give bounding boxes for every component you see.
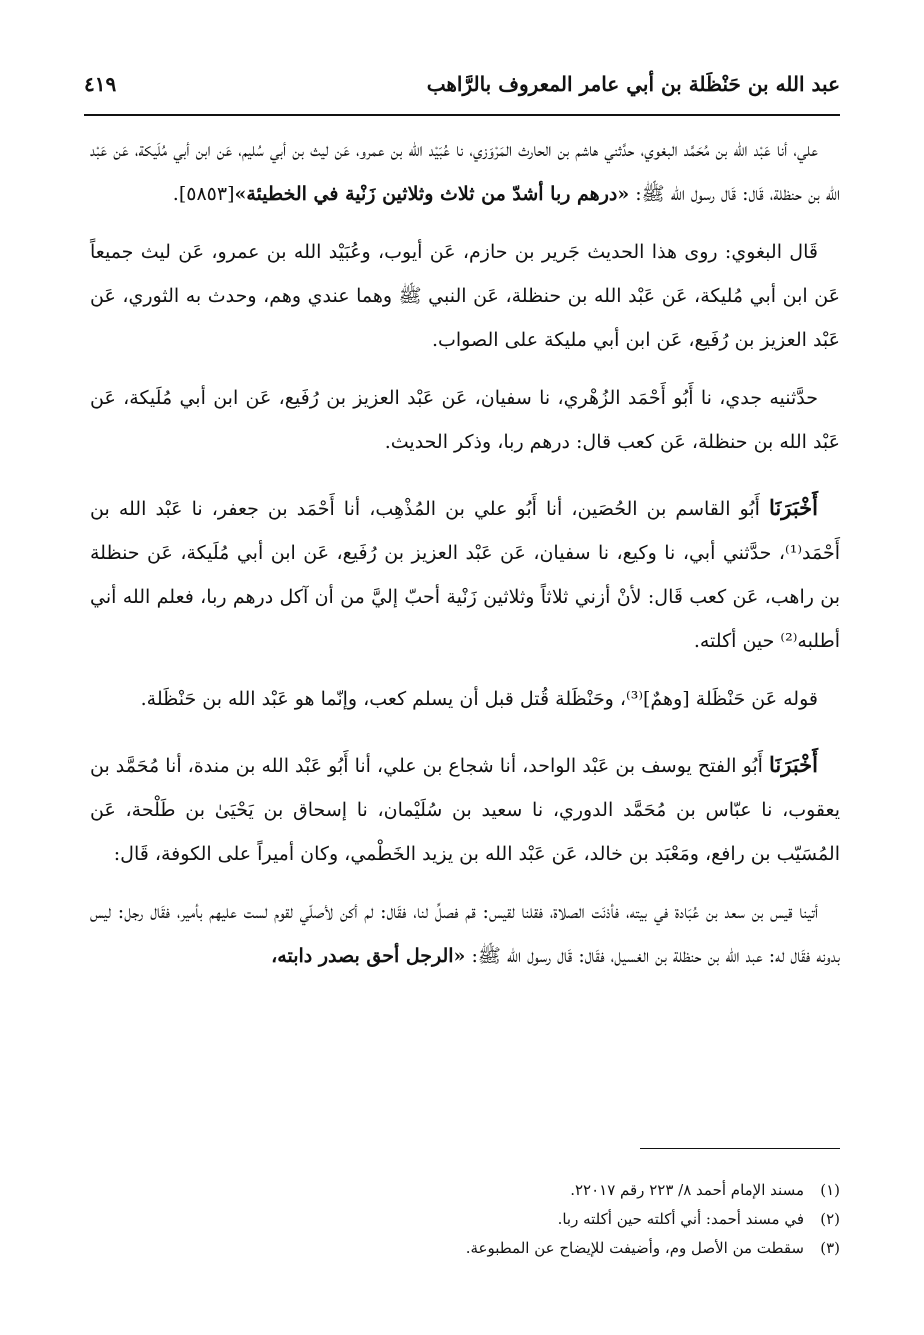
paragraph-2 [90,230,840,362]
footnote-number: (١) [820,1181,840,1199]
paragraph-text: أَبُو القاسم بن الحُصَين، أنا أَبُو علي بن المُذْهِب، أنا أَحْمَد بن جعفر، نا عَبْد الله بن أَحْمَد⁽¹⁾، حدَّثني أبي، نا وكيع، نا سفيان، عَن عَبْد العزيز بن رُفَيع، عَن ابن أبي مُلَيكة، عَن حنظلة بن راهب، عَن كعب قَال: لأنْ أزني ثلاثاً وثلاثين زَنْية أحبّ إليَّ من أن آكل درهم ربا، فعلم الله أني أطلبه⁽²⁾ حين أكلته. [90,498,840,652]
footnote-text: مسند الإمام أحمد ٨/ ٢٢٣ رقم ٢٢٠١٧. [570,1181,804,1199]
footnote-1 [90,1176,840,1205]
paragraph-6 [90,743,840,876]
akhbarana-lead: أَخْبَرَنَا [769,495,818,520]
paragraph-text: حدَّثنيه جدي، نا أَبُو أَحْمَد الزُهْري، نا سفيان، عَن عَبْد العزيز بن رُفَيع، عَن ابن أبي مُلَيكة، عَن عَبْد الله بن حنظلة، عَن كعب قال: درهم ربا، وذكر الحديث. [90,387,840,453]
paragraph-text: قَال البغوي: روى هذا الحديث جَرير بن حازم، عَن أيوب، وعُبَيْد الله بن عمرو، عَن ليث جميعاً عَن ابن أبي مُليكة، عَن عَبْد الله بن حنظلة، عَن النبي ﷺ وهما عندي وهم، وحدث به الثوري، عَن عَبْد العزيز بن رُفَيع، عَن ابن أبي مليكة على الصواب. [90,241,840,351]
paragraph-7 [90,890,840,978]
hadith-quote: «الرجل أحق بصدر دابته، [271,945,466,967]
footnote-number: (٢) [820,1210,840,1228]
page-number: ٤١٩ [84,72,117,96]
footnote-rule [640,1148,840,1149]
paragraph-text: أَبُو الفتح يوسف بن عَبْد الواحد، أنا شجاع بن علي، أنا أَبُو عَبْد الله بن مندة، أنا مُحَمَّد بن يعقوب، نا عبّاس بن مُحَمَّد الدوري، نا سعيد بن سُلَيْمان، نا إسحاق بن يَحْيَىٰ بن طَلْحة، عَن المُسَيّب بن رافع، ومَعْبَد بن خالد، عَن عَبْد الله بن يزيد الخَطْمي، وكان أميراً على الكوفة، قَال: [90,755,840,865]
body-text [90,128,840,992]
paragraph-text: أتينا قيس بن سعد بن عُبَادة في بيته، فأذنَت الصلاة، فقلنا لقيس: قم فصلِّ لنا، فقَال: لم أكن لأصلّي لقوم لست عليهم بأمير، فقَال رجل: ليس بدونه فقَال له: عبد الله بن حنظلة بن الغسيل، فقَال: قَال رسول الله ﷺ: [90,901,840,967]
paragraph-5 [90,677,840,721]
hadith-quote: «درهم ربا أشدّ من ثلاث وثلاثين زَنْية في الخطيئة» [234,183,630,205]
akhbarana-lead: أَخْبَرَنَا [769,752,818,777]
footnote-text: سقطت من الأصل وم، وأضيفت للإيضاح عن المطبوعة. [465,1239,804,1257]
header-title: عبد الله بن حَنْظَلة بن أبي عامر المعروف بالرَّاهب [426,72,840,96]
footnote-3 [90,1234,840,1263]
hadith-reference: [٥٨٥٣]. [172,183,235,205]
footnote-text: في مسند أحمد: أني أكلته حين أكلته ربا. [557,1210,804,1228]
footnotes [90,1176,840,1263]
paragraph-3 [90,376,840,464]
footnote-number: (٣) [820,1239,840,1257]
paragraph-1 [90,128,840,216]
header-rule [84,114,840,116]
footnote-2 [90,1205,840,1234]
paragraph-4 [90,486,840,663]
paragraph-text: قوله عَن حَنْظَلة [وهمٌ]⁽³⁾، وحَنْظَلة قُتل قبل أن يسلم كعب، وإنّما هو عَبْد الله بن حَنْظَلة. [140,688,818,710]
running-header [84,66,840,108]
paragraph-text: علي، أنا عَبْد الله بن مُحَمَّد البغوي، حدَّثني هاشم بن الحارث المَرْوَزي، نا عُبَيْد الله بن عمرو، عَن ليث بن أبي سُليم، عَن ابن أبي مُلَيكة، عَن عَبْد الله بن حنظلة، قَال: قَال رسول الله ﷺ: [90,139,840,205]
